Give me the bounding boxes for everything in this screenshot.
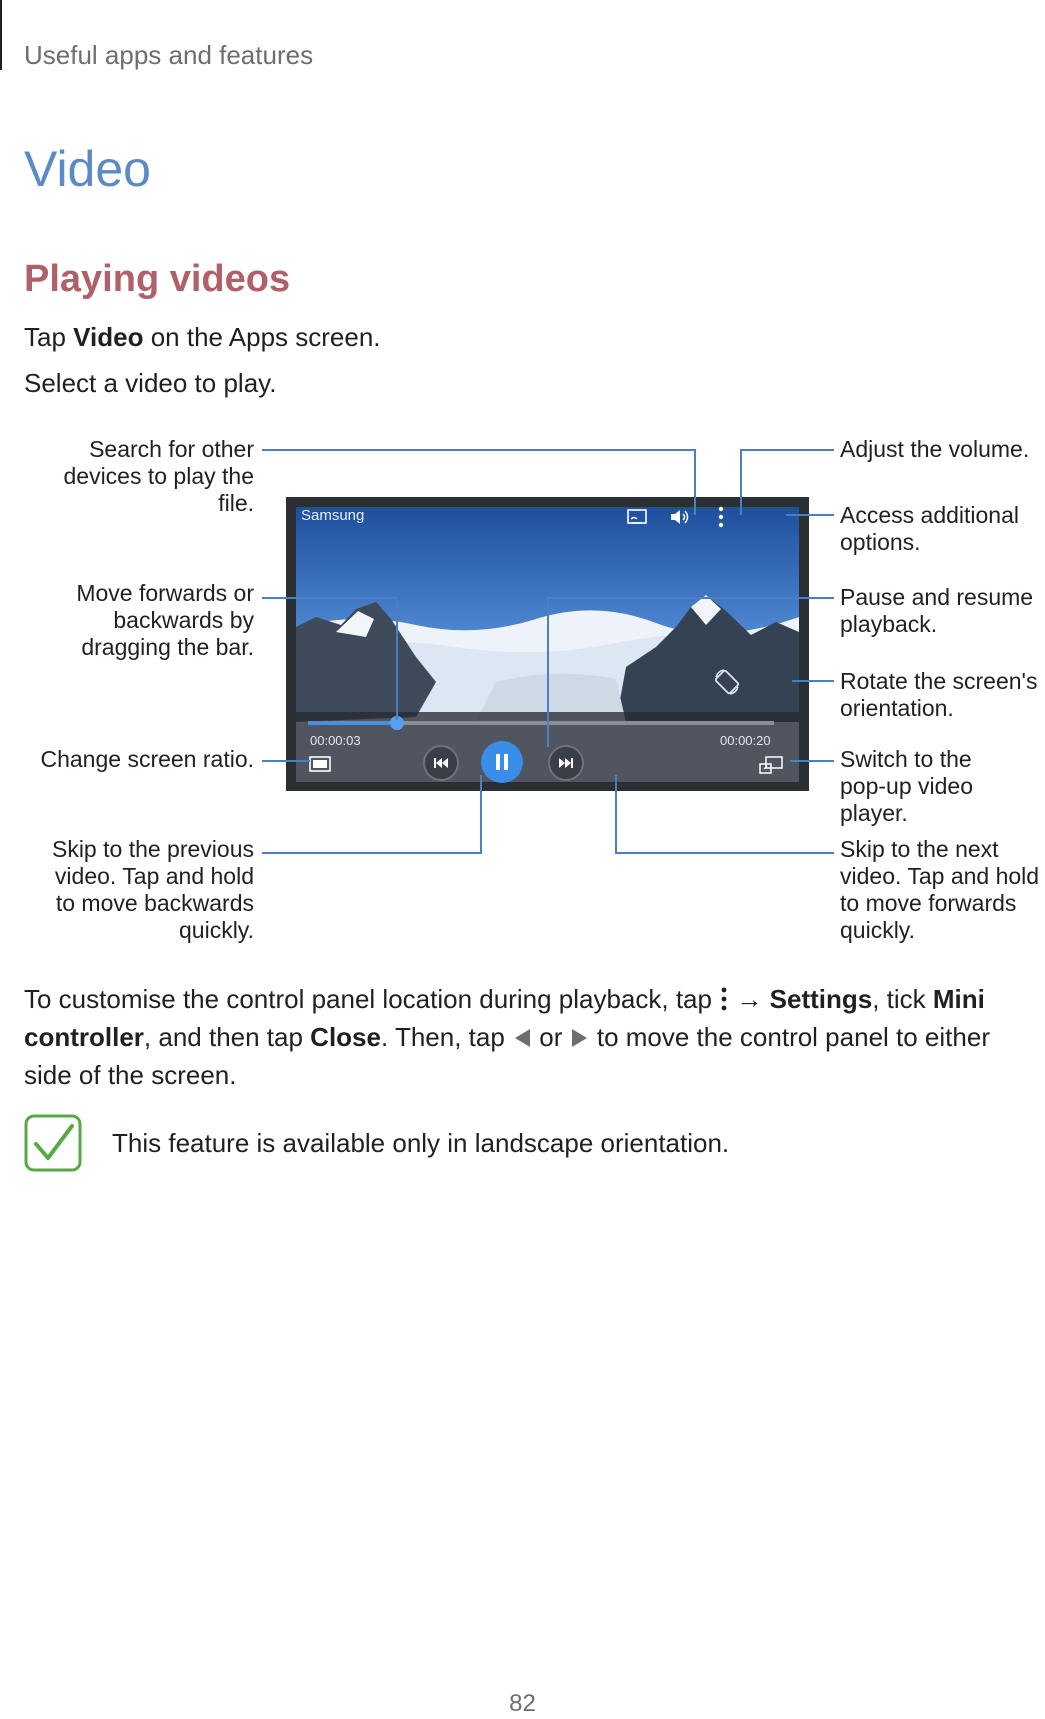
callout-line: Access additional bbox=[840, 502, 1019, 528]
instructions bbox=[24, 980, 1034, 1094]
next-button[interactable] bbox=[548, 745, 584, 781]
callout-line: Move forwards or bbox=[76, 580, 254, 606]
leader-bar-h bbox=[262, 597, 398, 599]
callout-line: file. bbox=[218, 490, 254, 516]
pause-button[interactable] bbox=[481, 741, 523, 783]
callout-line: to move backwards bbox=[55, 890, 254, 916]
leader-bar-v bbox=[396, 597, 398, 720]
leader-pause-h bbox=[547, 597, 834, 599]
step-1-bold: Video bbox=[73, 322, 144, 352]
callout-popup-player bbox=[840, 746, 1045, 827]
leader-volume-v bbox=[740, 449, 742, 515]
callout-line: options. bbox=[840, 529, 921, 555]
section-header: Useful apps and features bbox=[24, 40, 314, 70]
leader-prev-v bbox=[480, 775, 482, 854]
callout-line: video. Tap and hold bbox=[840, 863, 1040, 889]
instructions-text: . Then, tap bbox=[380, 1022, 513, 1052]
callout-line: Skip to the next bbox=[840, 836, 999, 862]
instructions-arrow: → bbox=[729, 984, 770, 1014]
callout-screen-ratio bbox=[20, 746, 254, 773]
step-1-text: Tap bbox=[24, 322, 74, 352]
callout-line: orientation. bbox=[840, 695, 954, 721]
leader-popup-h bbox=[790, 760, 834, 762]
callout-line: Pause and resume bbox=[840, 584, 1034, 610]
screen-mirroring-icon[interactable] bbox=[626, 507, 648, 527]
note-text: This feature is available only in landscape orientation. bbox=[112, 1128, 730, 1158]
callout-pause-resume bbox=[840, 584, 1040, 638]
elapsed-time: 00:00:03 bbox=[310, 733, 361, 748]
step-2: Select a video to play. bbox=[24, 368, 277, 398]
leader-options-h bbox=[786, 514, 834, 516]
callout-rotate-screen bbox=[840, 668, 1040, 722]
progress-fill bbox=[308, 721, 397, 725]
callout-line: video. Tap and hold bbox=[54, 863, 254, 889]
leader-ratio-h bbox=[262, 760, 310, 762]
page-number: 82 bbox=[509, 1690, 536, 1717]
callout-line: Adjust the volume. bbox=[840, 436, 1030, 462]
instructions-text: to move the control panel to either side of the screen. bbox=[24, 1022, 990, 1090]
callout-search-devices bbox=[40, 436, 254, 517]
more-options-inline-icon bbox=[719, 984, 729, 1010]
previous-button[interactable] bbox=[423, 745, 459, 781]
instructions-mini-controller: Mini controller bbox=[24, 984, 985, 1052]
instructions-text: To customise the control panel location during playback, tap bbox=[24, 984, 720, 1014]
leader-search-v bbox=[694, 449, 696, 515]
chapter-title: Video bbox=[24, 141, 151, 197]
leader-pause-v bbox=[547, 597, 549, 747]
skip-next-icon bbox=[550, 747, 582, 779]
callout-line: to move forwards bbox=[840, 890, 1017, 916]
callout-line: Rotate the screen's bbox=[840, 668, 1038, 694]
callout-line: dragging the bar. bbox=[81, 634, 254, 660]
section-title: Playing videos bbox=[24, 258, 291, 300]
step-1 bbox=[24, 318, 381, 356]
step-1-text-end: on the Apps screen. bbox=[143, 322, 381, 352]
callout-line: Switch to the bbox=[840, 746, 972, 772]
skip-previous-icon bbox=[425, 747, 457, 779]
leader-rotate-h bbox=[792, 680, 834, 682]
instructions-text: , tick bbox=[872, 984, 933, 1014]
callout-skip-previous bbox=[20, 836, 254, 944]
callout-adjust-volume bbox=[840, 436, 1040, 463]
callout-line: quickly. bbox=[840, 917, 915, 943]
section-rule bbox=[0, 0, 2, 70]
right-arrow-icon bbox=[570, 1021, 590, 1043]
total-time: 00:00:20 bbox=[720, 733, 771, 748]
callout-line: playback. bbox=[840, 611, 938, 637]
more-options-icon[interactable] bbox=[716, 505, 726, 529]
leader-next-h bbox=[615, 852, 834, 854]
callout-line: Skip to the previous bbox=[51, 836, 254, 862]
pause-icon bbox=[481, 741, 523, 783]
instructions-settings: Settings bbox=[769, 984, 873, 1014]
leader-search-h bbox=[262, 449, 696, 451]
callout-line: quickly. bbox=[179, 917, 254, 943]
callout-line: Search for other bbox=[89, 436, 254, 462]
callout-move-bar bbox=[40, 580, 254, 661]
instructions-text: , and then tap bbox=[143, 1022, 311, 1052]
screen-ratio-icon[interactable] bbox=[308, 755, 332, 773]
callout-line: devices to play the bbox=[63, 463, 254, 489]
video-title: Samsung bbox=[301, 507, 365, 524]
left-arrow-icon bbox=[512, 1021, 532, 1043]
callout-line: backwards by bbox=[113, 607, 254, 633]
instructions-close: Close bbox=[310, 1022, 381, 1052]
note-check-icon bbox=[24, 1114, 82, 1172]
leader-volume-h bbox=[740, 449, 834, 451]
instructions-text: or bbox=[532, 1022, 570, 1052]
volume-icon[interactable] bbox=[668, 507, 692, 527]
popup-player-icon[interactable] bbox=[758, 755, 784, 775]
leader-next-v bbox=[615, 775, 617, 854]
callout-skip-next bbox=[840, 836, 1040, 944]
callout-access-options bbox=[840, 502, 1040, 556]
leader-prev-h bbox=[262, 852, 482, 854]
callout-line: Change screen ratio. bbox=[40, 746, 254, 772]
callout-line: pop-up video player. bbox=[840, 773, 973, 826]
rotate-icon[interactable] bbox=[712, 667, 742, 697]
